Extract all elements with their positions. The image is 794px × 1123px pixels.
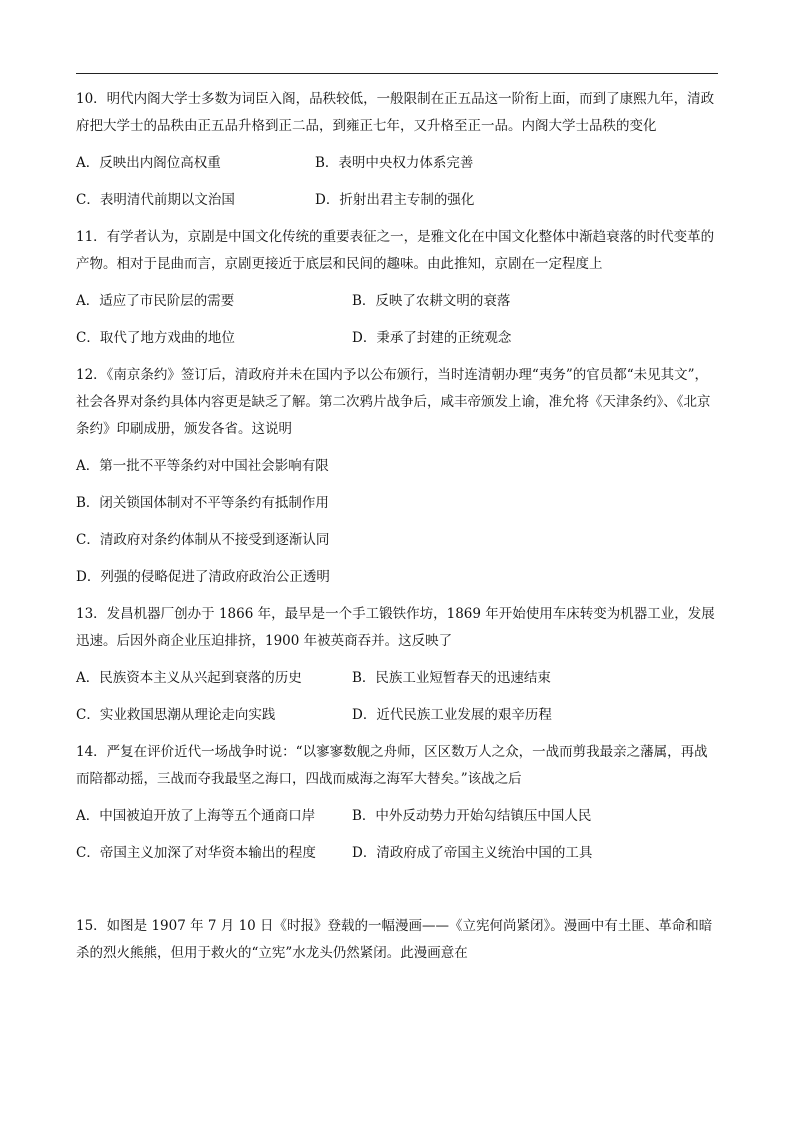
option-d: D．列强的侵略促进了清政府政治公正透明 bbox=[76, 569, 330, 585]
option-a: A．适应了市民阶层的需要 bbox=[76, 293, 235, 309]
option-c: C．取代了地方戏曲的地位 bbox=[76, 330, 235, 346]
question-stem: 11．有学者认为，京剧是中国文化传统的重要表征之一，是雅文化在中国文化整体中渐趋衰落的时代变革的产物。相对于昆曲而言，京剧更接近于底层和民间的趣味。由此推知，京剧在一定程度上 bbox=[76, 229, 715, 272]
option-c: C．表明清代前期以文治国 bbox=[76, 192, 235, 208]
question-stem: 10．明代内阁大学士多数为词臣入阁，品秩较低，一般限制在正五品这一阶衔上面，而到了康熙九年，清政府把大学士的品秩由正五品升格到正二品，到雍正七年，又升格至正一品。内阁大学士品秩的变化 bbox=[76, 91, 715, 134]
question-stem: 13．发昌机器厂创办于 1866 年，最早是一个手工锻铁作坊，1869 年开始使用车床转变为机器工业，发展迅速。后因外商企业压迫排挤，1900 年被英商吞并。这反映了 bbox=[76, 606, 715, 649]
option-d: D．清政府成了帝国主义统治中国的工具 bbox=[352, 845, 593, 861]
question-13 bbox=[76, 601, 718, 729]
option-a: A．民族资本主义从兴起到衰落的历史 bbox=[76, 670, 302, 686]
option-c: C．实业救国思潮从理论走向实践 bbox=[76, 707, 276, 723]
option-c: C．帝国主义加深了对华资本输出的程度 bbox=[76, 845, 316, 861]
question-stem: 14．严复在评价近代一场战争时说：“以寥寥数舰之舟师，区区数万人之众，一战而剪我最亲之藩属，再战而陪都动摇，三战而夺我最坚之海口，四战而威海之海军大替矣。”该战之后 bbox=[76, 744, 708, 787]
option-b: B．中外反动势力开始勾结镇压中国人民 bbox=[352, 808, 592, 824]
question-12 bbox=[76, 362, 718, 591]
option-d: D．近代民族工业发展的艰辛历程 bbox=[352, 707, 552, 723]
option-a: A．第一批不平等条约对中国社会影响有限 bbox=[76, 458, 329, 474]
option-b: B．民族工业短暂春天的迅速结束 bbox=[352, 670, 551, 686]
question-11 bbox=[76, 224, 718, 352]
option-a: A．反映出内阁位高权重 bbox=[76, 155, 221, 171]
question-stem: 12．《南京条约》签订后，清政府并未在国内予以公布颁行，当时连清朝办理“夷务”的官员都“未见其文”，社会各界对条约具体内容更是缺乏了解。第二次鸦片战争后，咸丰帝颁发上谕，准允将《天津条约》、《北京条约》印刷成册，颁发各省。这说明 bbox=[76, 367, 711, 437]
option-b: B．反映了农耕文明的衰落 bbox=[352, 293, 511, 309]
option-b: B．闭关锁国体制对不平等条约有抵制作用 bbox=[76, 495, 329, 511]
option-b: B．表明中央权力体系完善 bbox=[315, 155, 474, 171]
question-list bbox=[76, 86, 718, 967]
option-d: D．折射出君主专制的强化 bbox=[315, 192, 475, 208]
question-10 bbox=[76, 86, 718, 214]
header-rule bbox=[76, 73, 718, 74]
option-a: A．中国被迫开放了上海等五个通商口岸 bbox=[76, 808, 316, 824]
option-c: C．清政府对条约体制从不接受到逐渐认同 bbox=[76, 532, 330, 548]
question-14 bbox=[76, 739, 718, 867]
question-15 bbox=[76, 913, 718, 967]
question-stem: 15．如图是 1907 年 7 月 10 日《时报》登载的一幅漫画——《立宪何尚紧闭》。漫画中有土匪、革命和暗杀的烈火熊熊，但用于救火的“立宪”水龙头仍然紧闭。此漫画意在 bbox=[76, 918, 713, 961]
option-d: D．秉承了封建的正统观念 bbox=[352, 330, 512, 346]
